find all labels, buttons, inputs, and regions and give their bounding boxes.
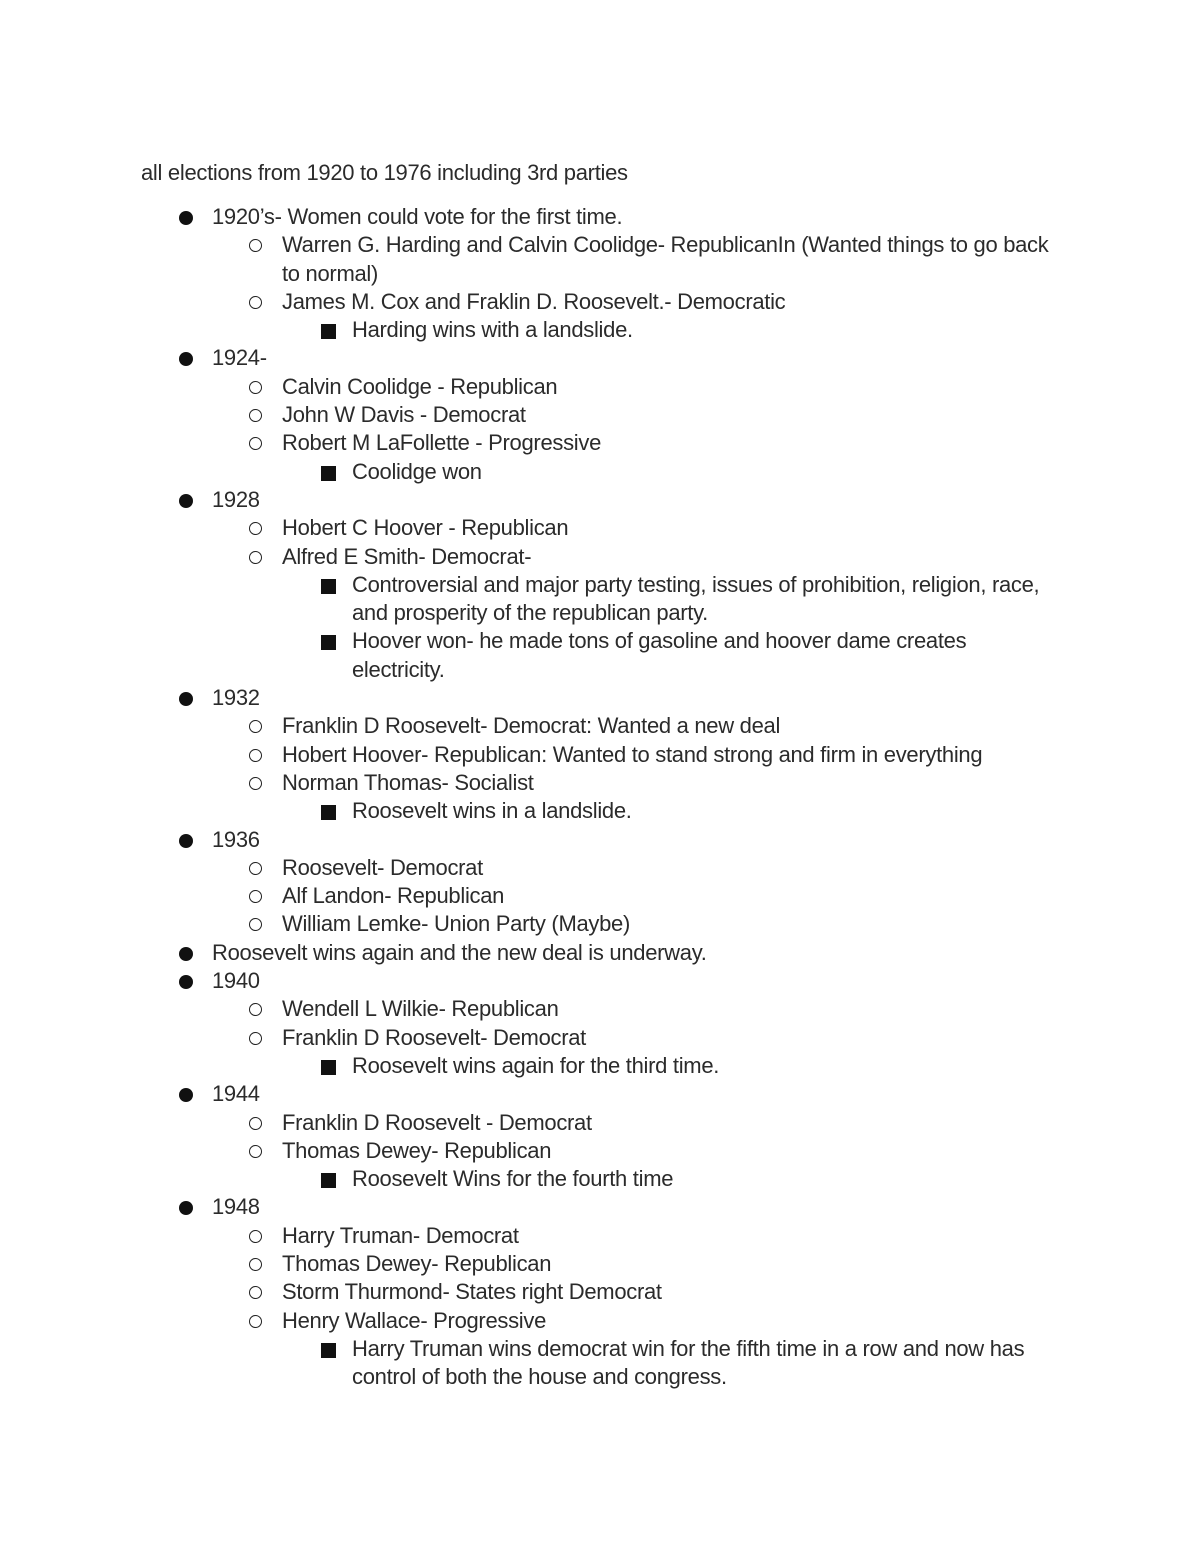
outline-item-text: Thomas Dewey- Republican: [282, 1250, 552, 1276]
outline-item-text: Roosevelt wins again and the new deal is underway.: [212, 939, 707, 965]
hollow-circle-bullet-icon: [249, 862, 262, 875]
outline-item-level-3: [0, 1335, 1052, 1392]
outline-item-level-1: [0, 1193, 1052, 1221]
filled-square-bullet-icon: [321, 1060, 336, 1075]
hollow-circle-bullet-icon: [249, 409, 262, 422]
outline-item-text: Hoover won- he made tons of gasoline and hoover dame creates electricity.: [352, 628, 967, 682]
hollow-circle-bullet-icon: [249, 890, 262, 903]
hollow-circle-bullet-icon: [249, 296, 262, 309]
outline-item-level-2: [0, 288, 1057, 316]
outline-item-text: Alfred E Smith- Democrat-: [282, 543, 532, 569]
outline-item-level-2: [0, 1024, 1057, 1052]
outline-item-level-2: [0, 995, 1057, 1023]
hollow-circle-bullet-icon: [249, 749, 262, 762]
filled-circle-bullet-icon: [179, 947, 193, 961]
outline-item-level-2: [0, 854, 1057, 882]
outline-item-level-2: [0, 1278, 1057, 1306]
outline-item-text: 1932: [212, 685, 260, 711]
outline-item-text: Coolidge won: [352, 458, 482, 484]
outline-item-text: Wendell L Wilkie- Republican: [282, 996, 559, 1022]
filled-square-bullet-icon: [321, 1173, 336, 1188]
outline-item-text: John W Davis - Democrat: [282, 402, 526, 428]
filled-circle-bullet-icon: [179, 1201, 193, 1215]
outline-item-level-3: [0, 458, 1052, 486]
outline-item-level-2: [0, 373, 1057, 401]
filled-square-bullet-icon: [321, 466, 336, 481]
outline-item-level-1: [0, 684, 1052, 712]
filled-circle-bullet-icon: [179, 494, 193, 508]
outline-item-level-1: [0, 826, 1052, 854]
filled-circle-bullet-icon: [179, 211, 193, 225]
outline-item-text: Robert M LaFollette - Progressive: [282, 430, 602, 456]
hollow-circle-bullet-icon: [249, 1003, 262, 1016]
outline-item-text: Franklin D Roosevelt- Democrat: Wanted a new deal: [282, 713, 781, 739]
outline-item-level-3: [0, 1165, 1052, 1193]
outline-item-text: 1944: [212, 1081, 260, 1107]
hollow-circle-bullet-icon: [249, 918, 262, 931]
outline-item-text: 1928: [212, 486, 260, 512]
filled-circle-bullet-icon: [179, 692, 193, 706]
hollow-circle-bullet-icon: [249, 1286, 262, 1299]
outline-item-level-1: [0, 967, 1052, 995]
filled-circle-bullet-icon: [179, 834, 193, 848]
outline-item-level-2: [0, 429, 1057, 457]
outline-item-text: Controversial and major party testing, issues of prohibition, religion, race, and prosperity of the republican party.: [352, 571, 1040, 626]
hollow-circle-bullet-icon: [249, 437, 262, 450]
outline-item-level-3: [0, 797, 1052, 825]
outline-item-text: Norman Thomas- Socialist: [282, 769, 534, 795]
hollow-circle-bullet-icon: [249, 551, 262, 564]
hollow-circle-bullet-icon: [249, 777, 262, 790]
outline-item-level-2: [0, 910, 1057, 938]
outline-item-text: Roosevelt Wins for the fourth time: [352, 1166, 674, 1192]
filled-square-bullet-icon: [321, 324, 336, 339]
outline-item-text: James M. Cox and Fraklin D. Roosevelt.- Democratic: [282, 288, 786, 314]
hollow-circle-bullet-icon: [249, 522, 262, 535]
outline-item-level-2: [0, 401, 1057, 429]
outline-item-text: Warren G. Harding and Calvin Coolidge- RepublicanIn (Wanted things to go back to normal): [282, 232, 1049, 286]
outline-item-level-2: [0, 1137, 1057, 1165]
outline-item-text: Roosevelt- Democrat: [282, 854, 483, 880]
outline-item-level-1: [0, 1080, 1052, 1108]
document-title: all elections from 1920 to 1976 including 3rd parties: [141, 160, 628, 185]
outline-item-text: Franklin D Roosevelt- Democrat: [282, 1024, 586, 1050]
filled-circle-bullet-icon: [179, 975, 193, 989]
filled-square-bullet-icon: [321, 635, 336, 650]
outline-item-text: 1920’s- Women could vote for the first time.: [212, 204, 623, 229]
outline-item-text: William Lemke- Union Party (Maybe): [282, 911, 630, 937]
outline-item-text: 1940: [212, 968, 260, 994]
outline-item-text: Roosevelt wins again for the third time.: [352, 1052, 720, 1078]
outline-item-text: Alf Landon- Republican: [282, 883, 505, 909]
outline-item-level-2: [0, 741, 1057, 769]
bullet-outline: [0, 203, 1200, 1391]
filled-square-bullet-icon: [321, 579, 336, 594]
outline-item-text: 1924-: [212, 345, 267, 371]
outline-item-level-3: [0, 627, 1052, 684]
hollow-circle-bullet-icon: [249, 1258, 262, 1271]
outline-item-level-2: [0, 712, 1057, 740]
outline-item-text: 1948: [212, 1194, 260, 1220]
outline-item-text: Franklin D Roosevelt - Democrat: [282, 1109, 592, 1135]
hollow-circle-bullet-icon: [249, 1032, 262, 1045]
outline-item-level-3: [0, 1052, 1052, 1080]
outline-item-text: Calvin Coolidge - Republican: [282, 373, 558, 399]
outline-item-level-2: [0, 514, 1057, 542]
outline-item-level-2: [0, 769, 1057, 797]
outline-item-text: Henry Wallace- Progressive: [282, 1307, 547, 1333]
outline-item-level-2: [0, 1307, 1057, 1335]
hollow-circle-bullet-icon: [249, 1117, 262, 1130]
outline-item-level-3: [0, 316, 1052, 344]
outline-item-level-1: [0, 344, 1052, 372]
outline-item-level-2: [0, 1250, 1057, 1278]
hollow-circle-bullet-icon: [249, 1315, 262, 1328]
hollow-circle-bullet-icon: [249, 720, 262, 733]
outline-item-text: Roosevelt wins in a landslide.: [352, 798, 632, 824]
outline-item-text: Harding wins with a landslide.: [352, 317, 633, 343]
hollow-circle-bullet-icon: [249, 1230, 262, 1243]
outline-item-text: Thomas Dewey- Republican: [282, 1137, 552, 1163]
hollow-circle-bullet-icon: [249, 1145, 262, 1158]
outline-item-level-1: [0, 939, 1052, 967]
outline-item-level-1: [0, 486, 1052, 514]
outline-item-text: Hobert Hoover- Republican: Wanted to stand strong and firm in everything: [282, 741, 983, 767]
filled-square-bullet-icon: [321, 1343, 336, 1358]
filled-circle-bullet-icon: [179, 1088, 193, 1102]
outline-item-level-2: [0, 1222, 1057, 1250]
outline-item-text: 1936: [212, 826, 260, 852]
outline-item-text: Hobert C Hoover - Republican: [282, 515, 569, 541]
outline-item-text: Harry Truman wins democrat win for the fifth time in a row and now has control of both the house and congress.: [352, 1335, 1025, 1390]
hollow-circle-bullet-icon: [249, 239, 262, 252]
filled-square-bullet-icon: [321, 805, 336, 820]
outline-item-level-2: [0, 1109, 1057, 1137]
outline-item-text: Storm Thurmond- States right Democrat: [282, 1279, 662, 1305]
outline-item-level-2: [0, 231, 1057, 288]
outline-item-level-1: [0, 203, 1052, 231]
filled-circle-bullet-icon: [179, 352, 193, 366]
outline-item-text: Harry Truman- Democrat: [282, 1222, 519, 1248]
hollow-circle-bullet-icon: [249, 381, 262, 394]
outline-item-level-3: [0, 571, 1052, 628]
outline-item-level-2: [0, 543, 1057, 571]
outline-item-level-2: [0, 882, 1057, 910]
